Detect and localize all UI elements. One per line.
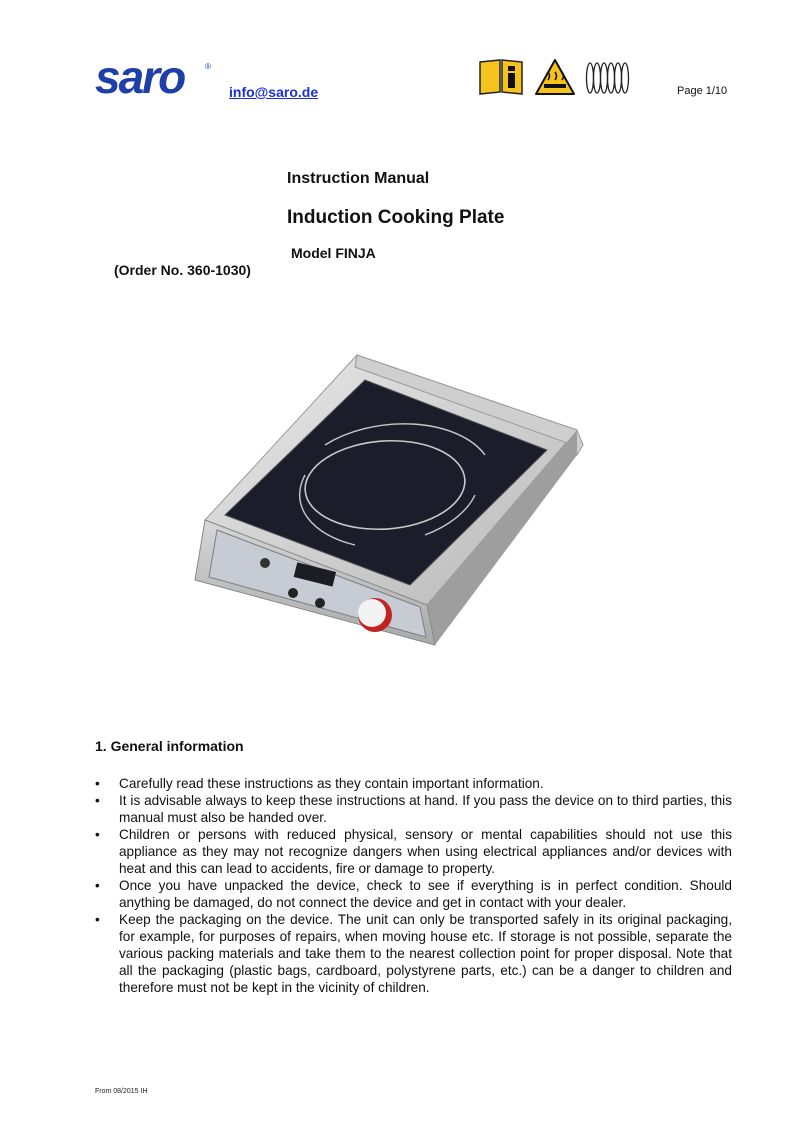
induction-coil-icon xyxy=(584,60,634,96)
model-name: Model FINJA xyxy=(291,245,376,261)
footer-note: From 08/2015 IH xyxy=(95,1088,148,1095)
bullet-list xyxy=(95,775,732,996)
hot-surface-warning-icon xyxy=(534,58,576,96)
list-item xyxy=(95,877,732,911)
list-item-text: Children or persons with reduced physical, sensory or mental capabilities should not use this appliance as they may not recognize dangers when using electrical appliances and/or devices with heat and this can lead to accidents, fire or damage to property. xyxy=(119,827,732,876)
list-item-text: It is advisable always to keep these instructions at hand. If you pass the device on to third parties, this manual must also be handed over. xyxy=(119,793,732,825)
bullet-dot: • xyxy=(95,912,100,927)
svg-text:®: ® xyxy=(205,62,211,71)
saro-logo xyxy=(95,55,215,99)
order-number: (Order No. 360-1030) xyxy=(114,262,251,278)
email-link[interactable]: info@saro.de xyxy=(229,84,319,100)
list-item xyxy=(95,792,732,826)
bullet-dot: • xyxy=(95,878,100,893)
manual-info-icon xyxy=(478,58,524,96)
bullet-dot: • xyxy=(95,793,100,808)
list-item-text: Carefully read these instructions as they contain important information. xyxy=(119,776,544,791)
list-item-text: Once you have unpacked the device, check to see if everything is in perfect condition. Should anything be damaged, do not connect the device and get in contact with your dealer. xyxy=(119,878,732,910)
list-item xyxy=(95,775,732,792)
induction-cooker-image xyxy=(185,345,595,665)
list-item-text: Keep the packaging on the device. The unit can only be transported safely in its original packaging, for example, for purposes of repairs, when moving house etc. If storage is not possible, separate the various packing materials and take them to the nearest collection point for proper disposal. Note that all the packaging (plastic bags, cardboard, polystyrene parts, etc.) can be a danger to children and therefore must not be kept in the vicinity of children. xyxy=(119,912,732,995)
document-type: Instruction Manual xyxy=(287,170,430,187)
bullet-dot: • xyxy=(95,827,100,842)
section-heading: 1. General information xyxy=(95,738,244,754)
list-item xyxy=(95,826,732,877)
logo-text: saro xyxy=(95,55,185,99)
page-number: Page 1/10 xyxy=(677,85,728,97)
list-item xyxy=(95,911,732,996)
bullet-dot: • xyxy=(95,776,100,791)
page-title: Induction Cooking Plate xyxy=(287,207,505,228)
